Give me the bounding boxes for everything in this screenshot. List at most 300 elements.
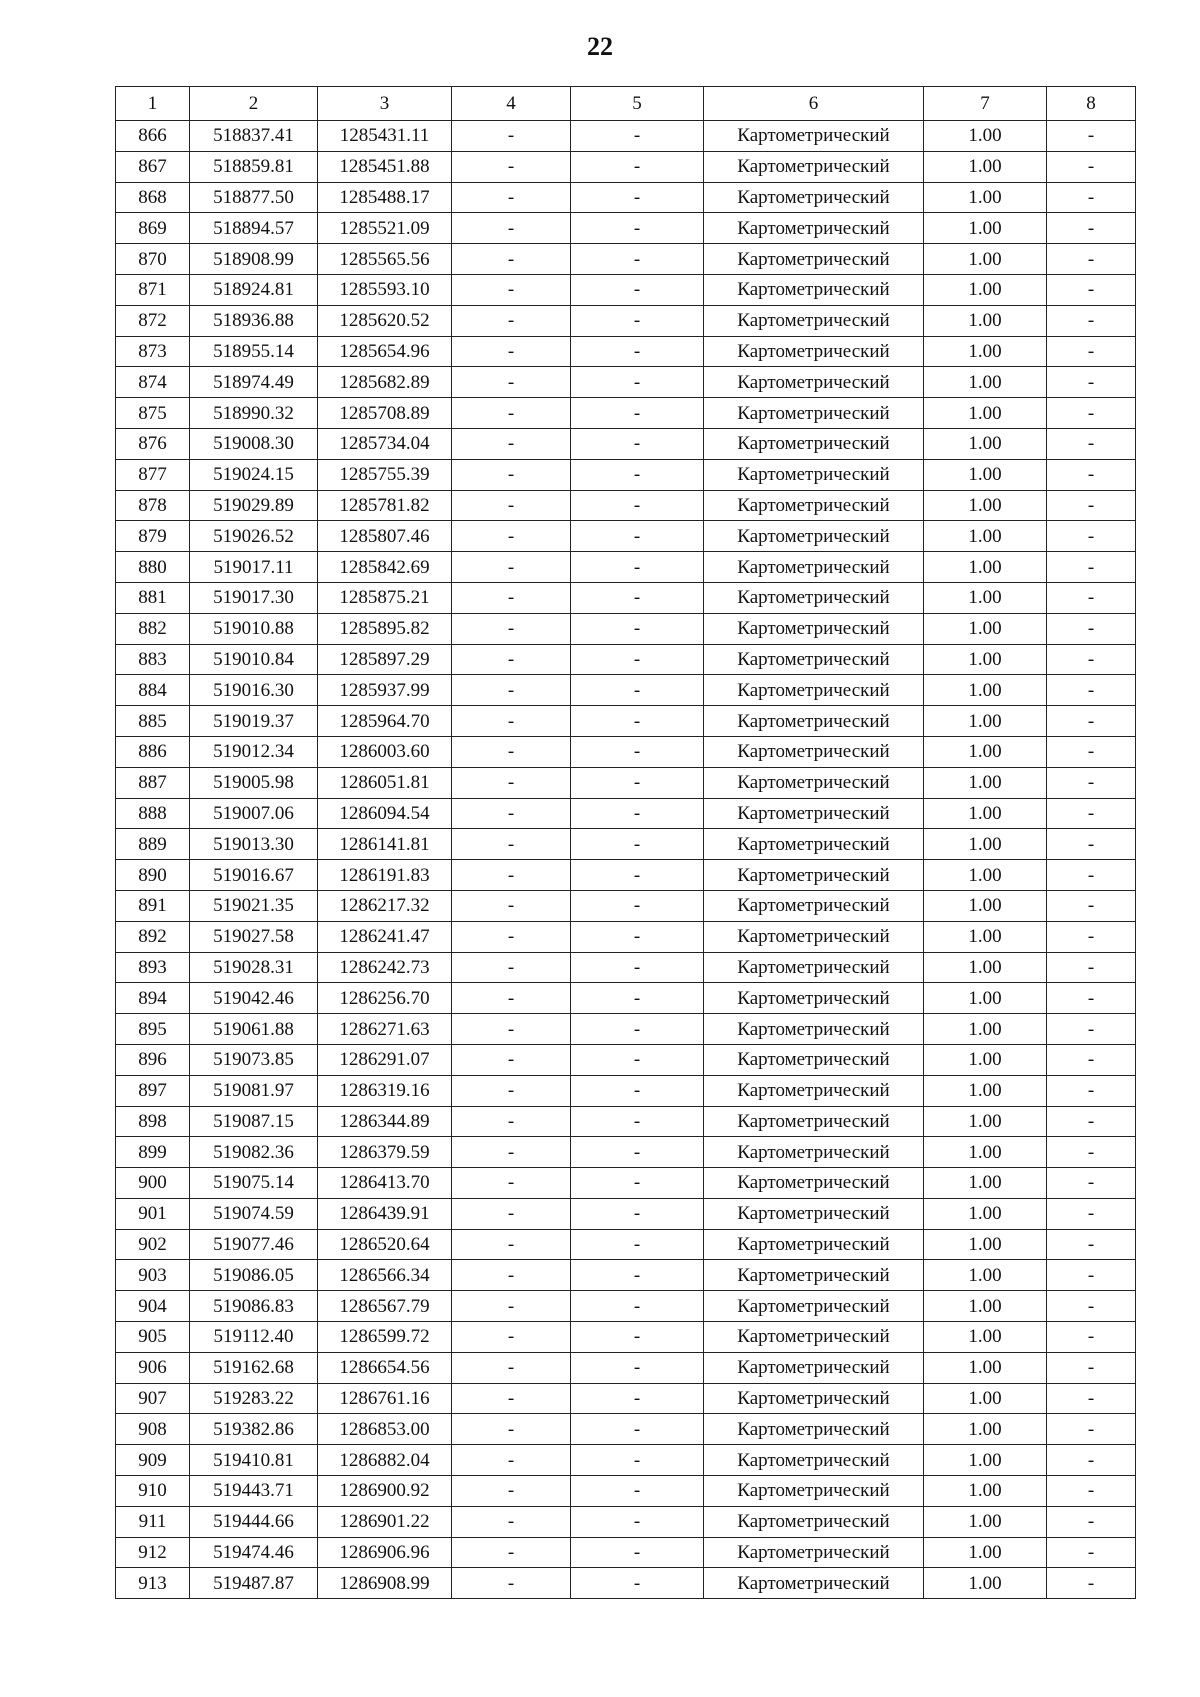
table-cell: - xyxy=(1047,1506,1136,1537)
table-row xyxy=(116,798,1136,829)
table-cell: 1.00 xyxy=(924,1075,1047,1106)
table-cell: 1.00 xyxy=(924,151,1047,182)
table-cell: 1.00 xyxy=(924,952,1047,983)
table-cell: 893 xyxy=(116,952,190,983)
table-cell: 1286217.32 xyxy=(318,890,452,921)
table-cell: 1286051.81 xyxy=(318,767,452,798)
table-cell: - xyxy=(1047,644,1136,675)
table-cell: Картометрический xyxy=(704,582,924,613)
table-cell: 1285565.56 xyxy=(318,244,452,275)
table-cell: 884 xyxy=(116,675,190,706)
table-row xyxy=(116,151,1136,182)
table-cell: - xyxy=(571,521,704,552)
table-cell: 1.00 xyxy=(924,613,1047,644)
table-cell: 1286003.60 xyxy=(318,736,452,767)
table-row xyxy=(116,213,1136,244)
table-cell: - xyxy=(571,274,704,305)
table-row xyxy=(116,1137,1136,1168)
table-cell: - xyxy=(1047,1383,1136,1414)
table-cell: Картометрический xyxy=(704,367,924,398)
table-cell: - xyxy=(1047,459,1136,490)
table-cell: - xyxy=(1047,1322,1136,1353)
table-cell: 1.00 xyxy=(924,552,1047,583)
table-cell: 518924.81 xyxy=(190,274,318,305)
table-cell: - xyxy=(571,490,704,521)
table-cell: - xyxy=(571,983,704,1014)
table-cell: 519382.86 xyxy=(190,1414,318,1445)
table-cell: 875 xyxy=(116,398,190,429)
table-cell: 883 xyxy=(116,644,190,675)
table-cell: 885 xyxy=(116,706,190,737)
table-cell: 1285682.89 xyxy=(318,367,452,398)
table-cell: 891 xyxy=(116,890,190,921)
table-row xyxy=(116,582,1136,613)
table-cell: 912 xyxy=(116,1537,190,1568)
table-cell: - xyxy=(1047,983,1136,1014)
table-cell: 518877.50 xyxy=(190,182,318,213)
table-cell: 907 xyxy=(116,1383,190,1414)
table-cell: 897 xyxy=(116,1075,190,1106)
table-cell: 518908.99 xyxy=(190,244,318,275)
table-cell: 1.00 xyxy=(924,367,1047,398)
table-cell: - xyxy=(452,367,571,398)
table-cell: 518859.81 xyxy=(190,151,318,182)
table-cell: - xyxy=(571,675,704,706)
table-cell: - xyxy=(1047,706,1136,737)
table-cell: Картометрический xyxy=(704,1168,924,1199)
table-cell: - xyxy=(452,1383,571,1414)
table-row xyxy=(116,675,1136,706)
table-cell: - xyxy=(452,644,571,675)
table-cell: 1286141.81 xyxy=(318,829,452,860)
table-cell: Картометрический xyxy=(704,521,924,552)
table-cell: - xyxy=(452,274,571,305)
table-cell: - xyxy=(571,213,704,244)
table-cell: 1.00 xyxy=(924,1506,1047,1537)
table-cell: Картометрический xyxy=(704,1260,924,1291)
table-row xyxy=(116,1198,1136,1229)
table-cell: - xyxy=(1047,305,1136,336)
table-cell: 1286900.92 xyxy=(318,1476,452,1507)
table-row xyxy=(116,305,1136,336)
table-cell: - xyxy=(452,151,571,182)
table-cell: 1285964.70 xyxy=(318,706,452,737)
table-cell: - xyxy=(571,1198,704,1229)
table-cell: 1286291.07 xyxy=(318,1044,452,1075)
table-row xyxy=(116,613,1136,644)
table-cell: 1.00 xyxy=(924,829,1047,860)
table-cell: - xyxy=(1047,552,1136,583)
table-cell: Картометрический xyxy=(704,1506,924,1537)
table-cell: 1.00 xyxy=(924,1476,1047,1507)
table-cell: - xyxy=(1047,336,1136,367)
table-cell: - xyxy=(452,1198,571,1229)
table-cell: - xyxy=(452,490,571,521)
table-row xyxy=(116,1075,1136,1106)
table-cell: 1.00 xyxy=(924,428,1047,459)
table-cell: - xyxy=(452,121,571,152)
table-cell: - xyxy=(1047,1044,1136,1075)
table-row xyxy=(116,860,1136,891)
table-cell: - xyxy=(1047,213,1136,244)
table-cell: 519016.30 xyxy=(190,675,318,706)
table-cell: Картометрический xyxy=(704,829,924,860)
column-header-1: 1 xyxy=(116,87,190,121)
table-cell: - xyxy=(452,459,571,490)
table-cell: - xyxy=(571,305,704,336)
table-cell: 867 xyxy=(116,151,190,182)
table-cell: 1285521.09 xyxy=(318,213,452,244)
table-cell: - xyxy=(452,428,571,459)
table-cell: - xyxy=(452,1260,571,1291)
table-cell: - xyxy=(571,921,704,952)
table-cell: - xyxy=(1047,890,1136,921)
table-cell: 901 xyxy=(116,1198,190,1229)
table-cell: - xyxy=(571,336,704,367)
table-cell: 1286599.72 xyxy=(318,1322,452,1353)
table-cell: 873 xyxy=(116,336,190,367)
table-cell: 519024.15 xyxy=(190,459,318,490)
table-cell: - xyxy=(1047,398,1136,429)
table-cell: - xyxy=(1047,428,1136,459)
table-cell: Картометрический xyxy=(704,1291,924,1322)
table-cell: 1.00 xyxy=(924,490,1047,521)
column-header-2: 2 xyxy=(190,87,318,121)
table-cell: 519444.66 xyxy=(190,1506,318,1537)
table-cell: - xyxy=(1047,521,1136,552)
table-cell: - xyxy=(571,613,704,644)
table-cell: - xyxy=(571,1568,704,1599)
table-cell: 1.00 xyxy=(924,1198,1047,1229)
table-cell: 1.00 xyxy=(924,1229,1047,1260)
table-cell: 1286908.99 xyxy=(318,1568,452,1599)
table-cell: 888 xyxy=(116,798,190,829)
table-cell: 519005.98 xyxy=(190,767,318,798)
table-cell: - xyxy=(1047,151,1136,182)
table-cell: - xyxy=(452,1537,571,1568)
table-cell: 880 xyxy=(116,552,190,583)
table-cell: Картометрический xyxy=(704,244,924,275)
table-cell: - xyxy=(571,952,704,983)
table-cell: 519013.30 xyxy=(190,829,318,860)
table-cell: 1.00 xyxy=(924,1352,1047,1383)
table-cell: 519086.05 xyxy=(190,1260,318,1291)
table-cell: Картометрический xyxy=(704,1106,924,1137)
table-cell: 1286654.56 xyxy=(318,1352,452,1383)
table-cell: - xyxy=(452,860,571,891)
table-cell: 1.00 xyxy=(924,1322,1047,1353)
table-row xyxy=(116,1106,1136,1137)
table-row xyxy=(116,644,1136,675)
table-cell: 1.00 xyxy=(924,1260,1047,1291)
table-cell: 876 xyxy=(116,428,190,459)
table-cell: 1286413.70 xyxy=(318,1168,452,1199)
table-cell: 519028.31 xyxy=(190,952,318,983)
table-cell: - xyxy=(571,1044,704,1075)
table-cell: - xyxy=(452,552,571,583)
table-cell: - xyxy=(571,1014,704,1045)
table-cell: 519081.97 xyxy=(190,1075,318,1106)
table-cell: 1.00 xyxy=(924,644,1047,675)
table-cell: - xyxy=(1047,767,1136,798)
table-row xyxy=(116,1014,1136,1045)
table-cell: 899 xyxy=(116,1137,190,1168)
table-cell: 1286567.79 xyxy=(318,1291,452,1322)
table-cell: 879 xyxy=(116,521,190,552)
table-cell: - xyxy=(1047,1568,1136,1599)
table-cell: 518955.14 xyxy=(190,336,318,367)
table-cell: 911 xyxy=(116,1506,190,1537)
table-cell: 909 xyxy=(116,1445,190,1476)
table-cell: 896 xyxy=(116,1044,190,1075)
table-cell: - xyxy=(1047,244,1136,275)
table-cell: Картометрический xyxy=(704,1322,924,1353)
table-cell: 1.00 xyxy=(924,521,1047,552)
table-cell: 519073.85 xyxy=(190,1044,318,1075)
table-cell: - xyxy=(571,1322,704,1353)
table-cell: - xyxy=(452,336,571,367)
table-cell: 874 xyxy=(116,367,190,398)
table-cell: - xyxy=(1047,613,1136,644)
table-cell: 1285755.39 xyxy=(318,459,452,490)
table-cell: - xyxy=(571,1260,704,1291)
table-cell: - xyxy=(571,1291,704,1322)
table-cell: Картометрический xyxy=(704,644,924,675)
table-cell: - xyxy=(571,1229,704,1260)
table-cell: 1.00 xyxy=(924,736,1047,767)
table-cell: - xyxy=(571,644,704,675)
table-cell: 519010.84 xyxy=(190,644,318,675)
table-cell: - xyxy=(1047,675,1136,706)
table-cell: - xyxy=(452,1476,571,1507)
table-cell: 1286853.00 xyxy=(318,1414,452,1445)
table-cell: 518894.57 xyxy=(190,213,318,244)
table-cell: - xyxy=(1047,1291,1136,1322)
table-cell: 519017.30 xyxy=(190,582,318,613)
table-cell: Картометрический xyxy=(704,767,924,798)
table-cell: - xyxy=(1047,1198,1136,1229)
table-cell: 878 xyxy=(116,490,190,521)
table-cell: 1.00 xyxy=(924,398,1047,429)
table-cell: - xyxy=(1047,1137,1136,1168)
table-cell: 1286344.89 xyxy=(318,1106,452,1137)
table-cell: Картометрический xyxy=(704,983,924,1014)
column-header-4: 4 xyxy=(452,87,571,121)
table-row xyxy=(116,1506,1136,1537)
table-cell: 905 xyxy=(116,1322,190,1353)
table-cell: 1.00 xyxy=(924,921,1047,952)
table-cell: 1.00 xyxy=(924,1445,1047,1476)
table-cell: Картометрический xyxy=(704,736,924,767)
table-cell: - xyxy=(1047,1476,1136,1507)
table-cell: 1286094.54 xyxy=(318,798,452,829)
table-cell: - xyxy=(1047,1352,1136,1383)
table-cell: 1286256.70 xyxy=(318,983,452,1014)
table-cell: 1.00 xyxy=(924,336,1047,367)
table-row xyxy=(116,1383,1136,1414)
table-cell: 519086.83 xyxy=(190,1291,318,1322)
table-cell: - xyxy=(1047,860,1136,891)
table-cell: - xyxy=(571,1137,704,1168)
table-cell: 1285895.82 xyxy=(318,613,452,644)
table-cell: 881 xyxy=(116,582,190,613)
table-cell: 519010.88 xyxy=(190,613,318,644)
table-cell: - xyxy=(571,182,704,213)
table-cell: 903 xyxy=(116,1260,190,1291)
table-row xyxy=(116,121,1136,152)
table-cell: 1.00 xyxy=(924,1137,1047,1168)
table-cell: 1.00 xyxy=(924,1168,1047,1199)
table-cell: 1285937.99 xyxy=(318,675,452,706)
table-row xyxy=(116,459,1136,490)
table-cell: - xyxy=(1047,952,1136,983)
table-cell: - xyxy=(571,1352,704,1383)
table-row xyxy=(116,890,1136,921)
table-row xyxy=(116,952,1136,983)
column-header-7: 7 xyxy=(924,87,1047,121)
table-row xyxy=(116,182,1136,213)
table-cell: 519012.34 xyxy=(190,736,318,767)
table-cell: Картометрический xyxy=(704,398,924,429)
table-cell: 519474.46 xyxy=(190,1537,318,1568)
table-cell: 1285593.10 xyxy=(318,274,452,305)
table-cell: 1.00 xyxy=(924,1014,1047,1045)
table-cell: 519029.89 xyxy=(190,490,318,521)
table-cell: - xyxy=(571,398,704,429)
table-cell: 519007.06 xyxy=(190,798,318,829)
table-cell: 519087.15 xyxy=(190,1106,318,1137)
table-cell: - xyxy=(571,860,704,891)
table-cell: - xyxy=(571,1506,704,1537)
column-header-6: 6 xyxy=(704,87,924,121)
table-cell: Картометрический xyxy=(704,459,924,490)
table-cell: Картометрический xyxy=(704,613,924,644)
table-cell: Картометрический xyxy=(704,1568,924,1599)
table-cell: - xyxy=(571,244,704,275)
table-cell: - xyxy=(571,1383,704,1414)
table-cell: - xyxy=(571,1445,704,1476)
table-cell: - xyxy=(452,1445,571,1476)
table-row xyxy=(116,1352,1136,1383)
table-cell: 1.00 xyxy=(924,213,1047,244)
table-cell: 1.00 xyxy=(924,1106,1047,1137)
table-cell: 908 xyxy=(116,1414,190,1445)
table-cell: 900 xyxy=(116,1168,190,1199)
table-row xyxy=(116,490,1136,521)
table-row xyxy=(116,398,1136,429)
table-cell: 1.00 xyxy=(924,1291,1047,1322)
table-cell: 1.00 xyxy=(924,1414,1047,1445)
table-cell: 1.00 xyxy=(924,1044,1047,1075)
table-cell: - xyxy=(571,121,704,152)
table-cell: - xyxy=(1047,921,1136,952)
table-row xyxy=(116,367,1136,398)
table-cell: 898 xyxy=(116,1106,190,1137)
table-cell: - xyxy=(452,1229,571,1260)
table-row xyxy=(116,1044,1136,1075)
table-cell: - xyxy=(452,798,571,829)
table-row xyxy=(116,1168,1136,1199)
table-cell: 1.00 xyxy=(924,983,1047,1014)
table-cell: 519112.40 xyxy=(190,1322,318,1353)
table-cell: 1285708.89 xyxy=(318,398,452,429)
table-row xyxy=(116,336,1136,367)
table-cell: 1285842.69 xyxy=(318,552,452,583)
table-cell: 890 xyxy=(116,860,190,891)
column-header-5: 5 xyxy=(571,87,704,121)
table-cell: Картометрический xyxy=(704,1476,924,1507)
table-cell: 1286566.34 xyxy=(318,1260,452,1291)
table-cell: Картометрический xyxy=(704,213,924,244)
table-row xyxy=(116,1476,1136,1507)
table-cell: 1.00 xyxy=(924,1383,1047,1414)
table-cell: Картометрический xyxy=(704,921,924,952)
table-cell: - xyxy=(1047,1168,1136,1199)
table-cell: Картометрический xyxy=(704,151,924,182)
table-cell: 519042.46 xyxy=(190,983,318,1014)
table-cell: 1.00 xyxy=(924,274,1047,305)
table-cell: 895 xyxy=(116,1014,190,1045)
table-row xyxy=(116,1229,1136,1260)
table-cell: - xyxy=(1047,736,1136,767)
table-cell: 906 xyxy=(116,1352,190,1383)
table-cell: 1286901.22 xyxy=(318,1506,452,1537)
table-cell: 892 xyxy=(116,921,190,952)
table-cell: - xyxy=(571,1537,704,1568)
table-cell: 518990.32 xyxy=(190,398,318,429)
table-body xyxy=(116,121,1136,1599)
table-cell: - xyxy=(571,736,704,767)
table-cell: - xyxy=(452,1014,571,1045)
table-row xyxy=(116,1568,1136,1599)
table-cell: - xyxy=(571,582,704,613)
table-cell: Картометрический xyxy=(704,428,924,459)
table-cell: - xyxy=(571,552,704,583)
table-cell: Картометрический xyxy=(704,1383,924,1414)
table-cell: - xyxy=(1047,1106,1136,1137)
table-cell: - xyxy=(452,582,571,613)
table-cell: 1286906.96 xyxy=(318,1537,452,1568)
table-cell: - xyxy=(452,1075,571,1106)
table-cell: Картометрический xyxy=(704,952,924,983)
table-cell: 870 xyxy=(116,244,190,275)
table-cell: 1.00 xyxy=(924,305,1047,336)
table-cell: - xyxy=(571,151,704,182)
table-cell: - xyxy=(1047,274,1136,305)
table-cell: 1286242.73 xyxy=(318,952,452,983)
table-cell: Картометрический xyxy=(704,1137,924,1168)
table-cell: 519017.11 xyxy=(190,552,318,583)
table-cell: - xyxy=(571,1106,704,1137)
table-cell: - xyxy=(452,613,571,644)
table-cell: 1.00 xyxy=(924,459,1047,490)
table-row xyxy=(116,1414,1136,1445)
table-row xyxy=(116,521,1136,552)
table-cell: - xyxy=(452,1044,571,1075)
table-row xyxy=(116,1322,1136,1353)
table-cell: Картометрический xyxy=(704,305,924,336)
table-cell: Картометрический xyxy=(704,1014,924,1045)
table-cell: - xyxy=(452,1322,571,1353)
table-cell: 1285488.17 xyxy=(318,182,452,213)
table-cell: Картометрический xyxy=(704,860,924,891)
table-cell: - xyxy=(571,890,704,921)
table-cell: 871 xyxy=(116,274,190,305)
table-cell: 1.00 xyxy=(924,798,1047,829)
table-cell: 889 xyxy=(116,829,190,860)
table-row xyxy=(116,1445,1136,1476)
table-row xyxy=(116,736,1136,767)
